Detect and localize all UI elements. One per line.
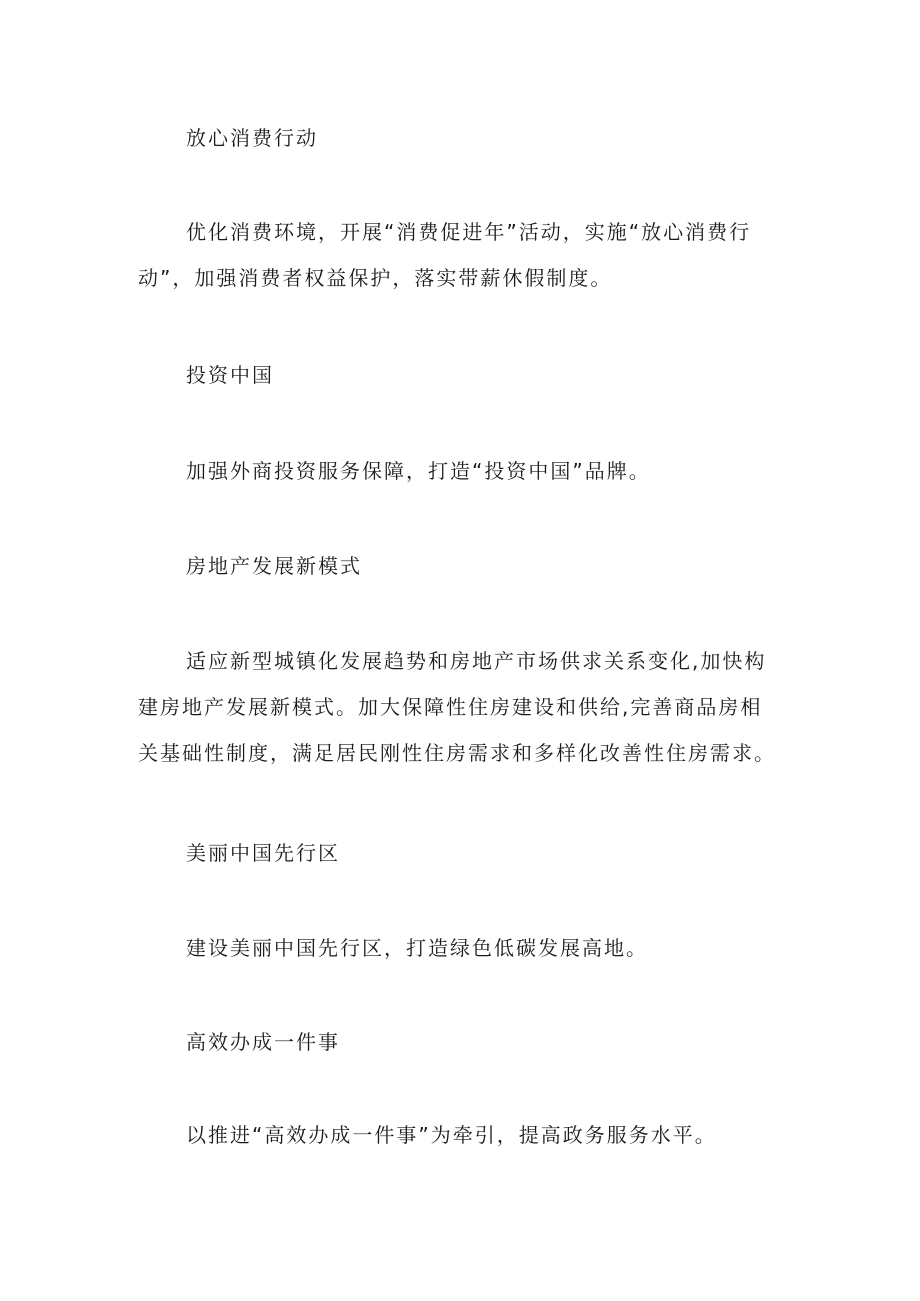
section-heading: 投资中国 xyxy=(186,363,274,387)
section-heading: 美丽中国先行区 xyxy=(186,841,340,865)
section-heading: 放心消费行动 xyxy=(186,126,318,150)
section-heading: 高效办成一件事 xyxy=(186,1030,340,1054)
section-heading: 房地产发展新模式 xyxy=(186,554,362,578)
section-body: 建设美丽中国先行区，打造绿色低碳发展高地。 xyxy=(186,936,648,960)
section-body: 以推进“高效办成一件事”为牵引，提高政务服务水平。 xyxy=(186,1123,717,1147)
section-body: 优化消费环境，开展“消费促进年”活动，实施“放心消费行动”，加强消费者权益保护，落实带薪休假制度。 xyxy=(138,220,752,290)
section-body: 加强外商投资服务保障，打造“投资中国”品牌。 xyxy=(186,459,651,483)
section-body: 适应新型城镇化发展趋势和房地产市场供求关系变化,加快构建房地产发展新模式。加大保障性住房建设和供给,完善商品房相关基础性制度，满足居民刚性住房需求和多样化改善性住房需求。 xyxy=(138,649,776,765)
